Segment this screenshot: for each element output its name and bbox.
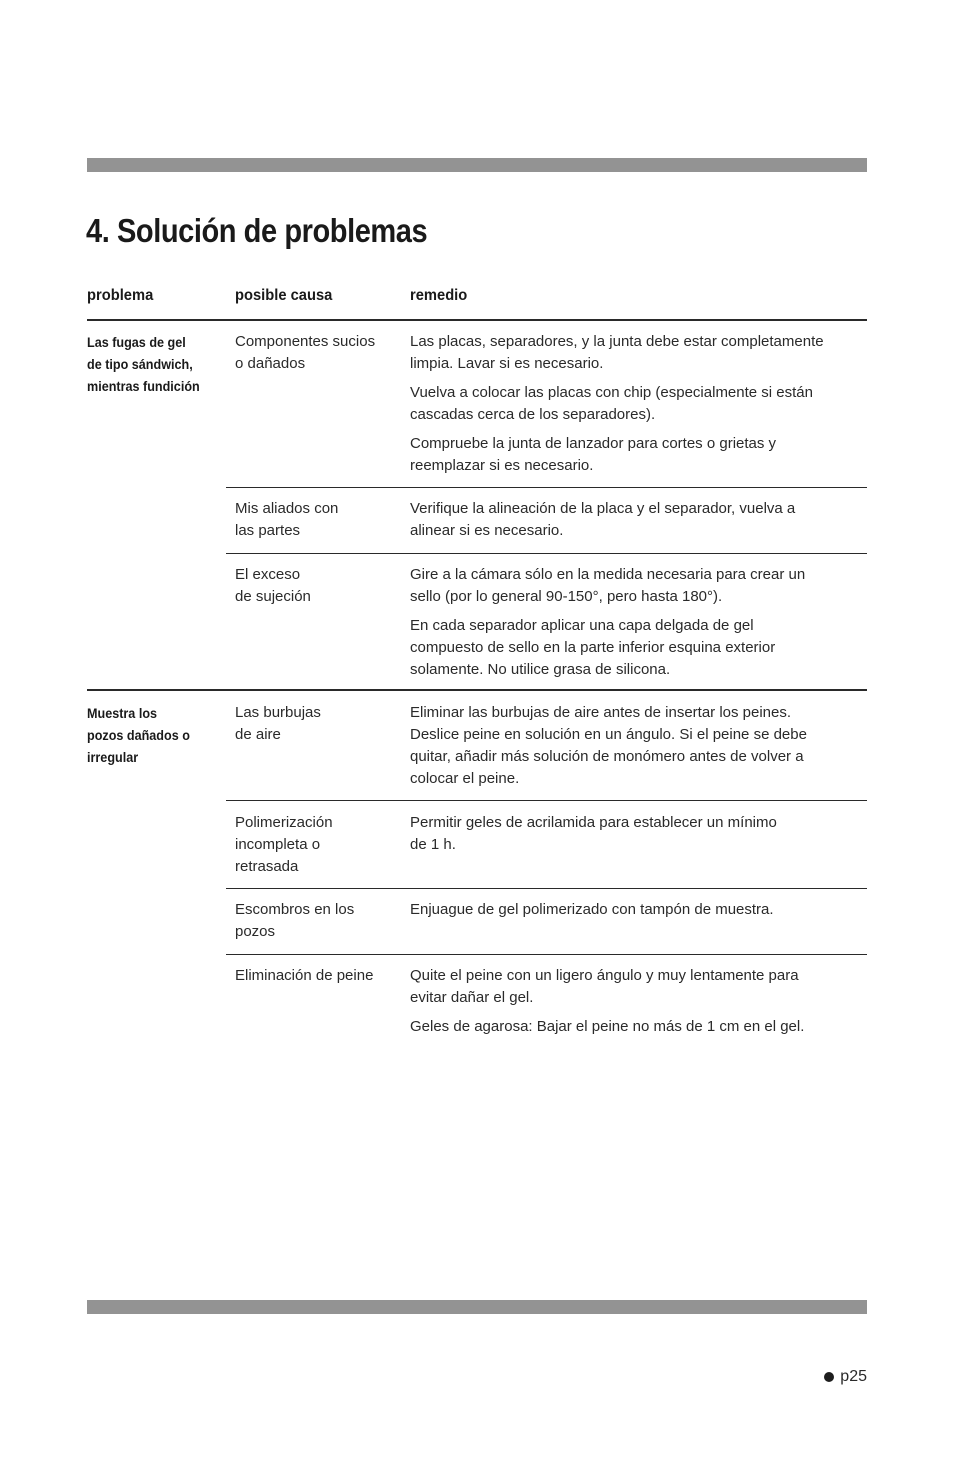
group-rule xyxy=(87,689,867,691)
remedy-paragraph: En cada separador aplicar una capa delgada de gel compuesto de sello en la parte inferior esquina exterior solamente. No utilice grasa de silicona. xyxy=(410,617,776,678)
remedy-paragraph: Enjuague de gel polimerizado con tampón de muestra. xyxy=(410,901,774,918)
remedy-paragraph: Permitir geles de acrilamida para establecer un mínimo de 1 h. xyxy=(410,814,777,853)
bottom-decorative-bar xyxy=(87,1300,867,1314)
remedy-paragraph: Vuelva a colocar las placas con chip (especialmente si están cascadas cerca de los separadores). xyxy=(410,384,813,423)
cause-cell: Escombros en los pozos xyxy=(235,901,355,940)
cause-cell: Mis aliados con las partes xyxy=(235,500,339,539)
row-rule xyxy=(226,487,867,488)
remedy-cell xyxy=(410,965,872,1045)
column-header-remedy: remedio xyxy=(410,287,468,304)
cause-cell: Las burbujas de aire xyxy=(235,704,321,743)
header-rule xyxy=(87,319,867,321)
cause-cell: El exceso de sujeción xyxy=(235,566,311,605)
page-number: p25 xyxy=(840,1368,867,1385)
remedy-cell xyxy=(410,331,872,484)
page-footer xyxy=(824,1368,867,1386)
remedy-paragraph: Las placas, separadores, y la junta debe estar completamente limpia. Lavar si es necesario. xyxy=(410,333,824,372)
problem-label: Las fugas de gel de tipo sándwich, mientras fundición xyxy=(87,334,200,394)
remedy-cell xyxy=(410,702,872,797)
row-rule xyxy=(226,954,867,955)
remedy-cell xyxy=(410,564,872,688)
remedy-paragraph: Gire a la cámara sólo en la medida necesaria para crear un sello (por lo general 90-150°, pero hasta 180°). xyxy=(410,566,806,605)
row-rule xyxy=(226,888,867,889)
remedy-paragraph: Quite el peine con un ligero ángulo y muy lentamente para evitar dañar el gel. xyxy=(410,967,799,1006)
page-title: 4. Solución de problemas xyxy=(86,212,428,249)
row-rule xyxy=(226,800,867,801)
remedy-paragraph: Geles de agarosa: Bajar el peine no más de 1 cm en el gel. xyxy=(410,1018,805,1035)
cause-cell: Polimerización incompleta o retrasada xyxy=(235,814,333,875)
cause-cell: Componentes sucios o dañados xyxy=(235,333,376,372)
remedy-paragraph: Compruebe la junta de lanzador para cortes o grietas y reemplazar si es necesario. xyxy=(410,435,777,474)
column-header-problem: problema xyxy=(87,287,154,304)
column-header-cause: posible causa xyxy=(235,287,333,304)
top-decorative-bar xyxy=(87,158,867,172)
remedy-cell xyxy=(410,498,872,549)
cause-cell: Eliminación de peine xyxy=(235,967,374,984)
problem-label: Muestra los pozos dañados o irregular xyxy=(87,705,190,765)
bullet-icon xyxy=(824,1372,834,1382)
row-rule xyxy=(226,553,867,554)
remedy-cell xyxy=(410,899,872,928)
remedy-paragraph: Verifique la alineación de la placa y el separador, vuelva a alinear si es necesario. xyxy=(410,500,796,539)
remedy-cell xyxy=(410,812,872,863)
remedy-paragraph: Eliminar las burbujas de aire antes de insertar los peines. Deslice peine en solución en un ángulo. Si el peine se debe quitar, añadir más solución de monómero antes de volver a colocar el peine. xyxy=(410,704,807,787)
